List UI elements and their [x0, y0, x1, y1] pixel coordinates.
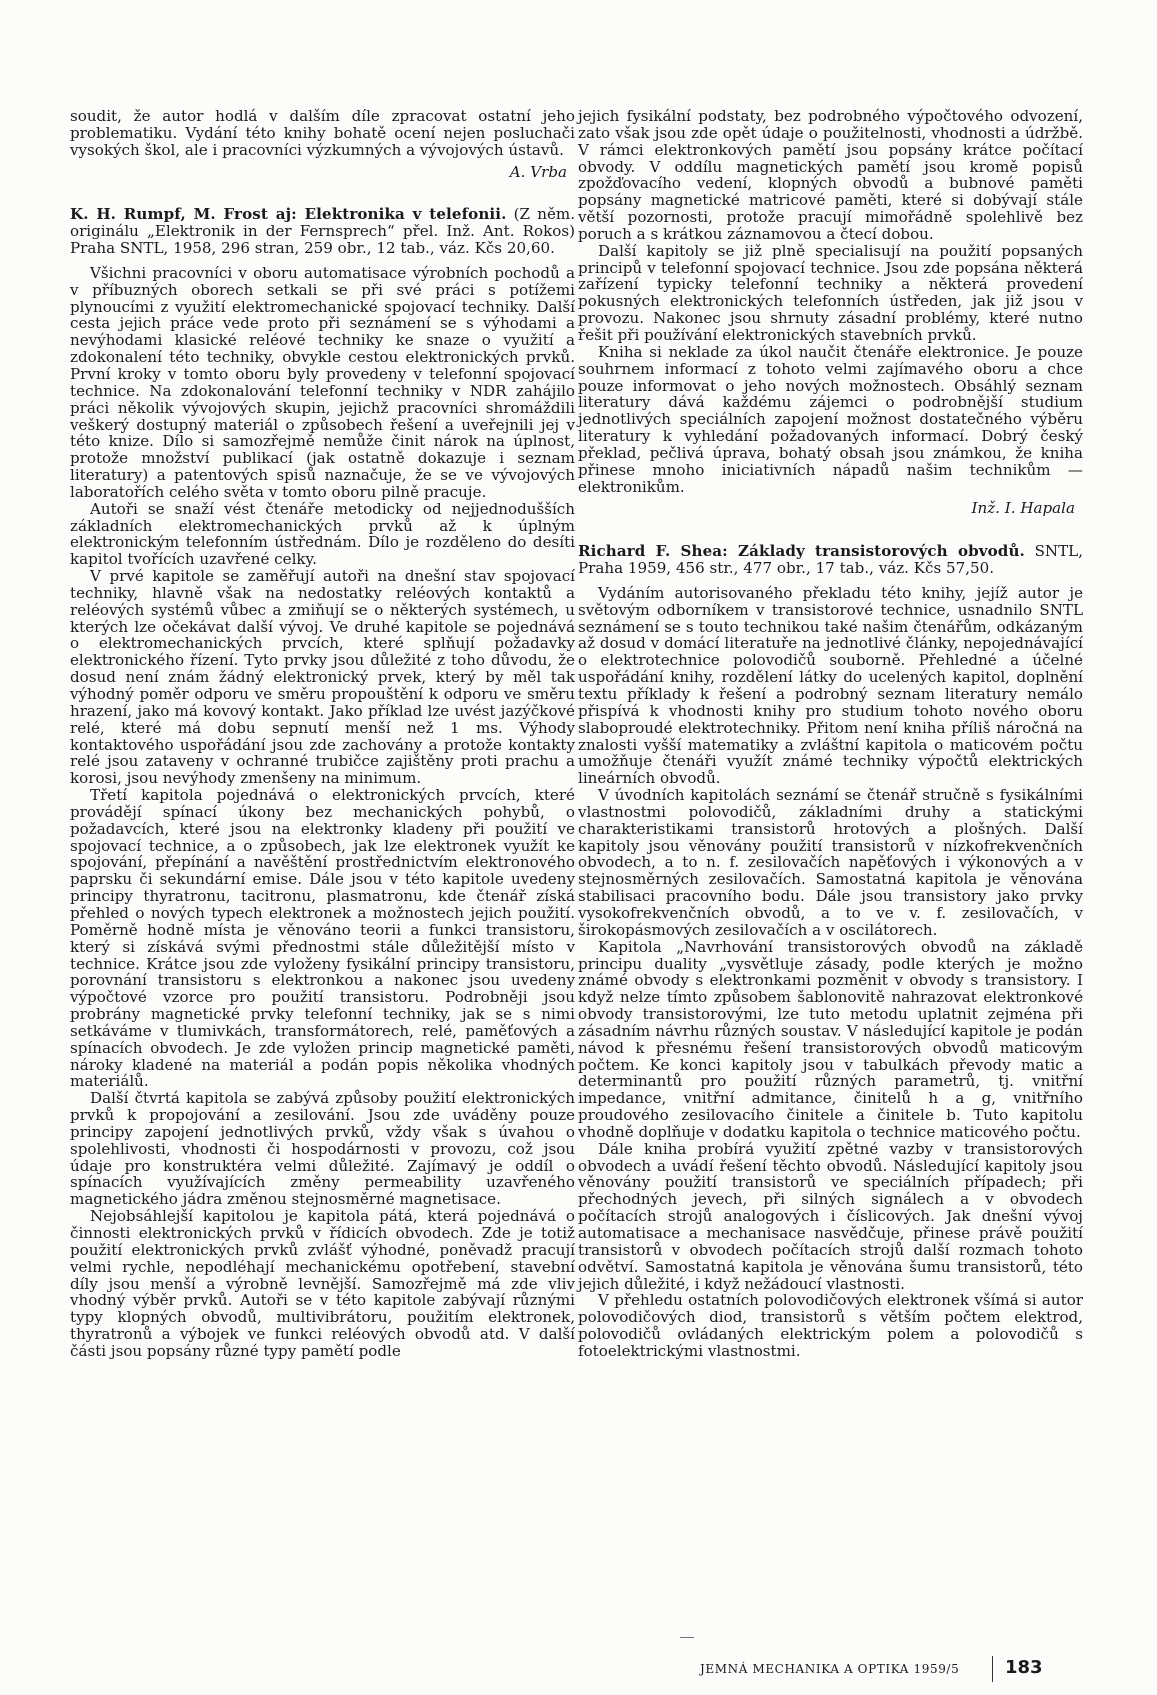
footer-divider [992, 1656, 993, 1682]
paragraph: jejich fysikální podstaty, bez podrobného výpočtového odvození, zato však jsou zde opět údaje o použitelnosti, vhodnosti a údržbě. V rámci elektronkových pamětí jsou popsány krátce počítací obvody. V oddílu magnetických pamětí jsou kromě popisů zpožďovacího vedení, klopných obvodů a bubnové paměti popsány magnetické matricové paměti, které si dobývají stále větší pozornosti, protože pracují mimořádně spolehlivě bez poruch a s krátkou záznamovou a čtecí dobou. [578, 107, 1083, 243]
review-bibliography: (Z něm. originálu „Elektronik in der Fernsprech“ přel. Inž. Ant. Rokos) Praha SNTL, 1958, 296 stran, 259 obr., 12 tab., váz. Kčs 20,60. [70, 205, 575, 258]
review-title: K. H. Rumpf, M. Frost aj: Elektronika v telefonii. [70, 205, 507, 224]
paragraph: V úvodních kapitolách seznámí se čtenář stručně s fysikálními vlastnostmi polovodičů, základními druhy a statickými charakteristikami transistorů hrotových a plošných. Další kapitoly jsou věnovány použití transistorů v nízkofrekvenčních obvodech, a to n. f. zesilovačích napěťových i výkonových a v stejnosměrných zesilovačích. Samostatná kapitola je věnována stabilisaci pracovního bodu. Dále jsou transistory jako prvky vysokofrekvenčních obvodů, a to ve v. f. zesilovačích, v širokopásmových zesilovačích a v oscilátorech. [578, 786, 1083, 939]
page-number: 183 [1005, 1657, 1043, 1678]
journal-name: JEMNÁ MECHANIKA A OPTIKA 1959/5 [700, 1662, 960, 1676]
page-footer [700, 1656, 1090, 1684]
paragraph: Kapitola „Navrhování transistorových obvodů na základě principu duality „vysvětluje zásady, podle kterých je možno známé obvody s elektronkami pozměnit v obvody s transistory. I když nelze tímto způsobem šablonovitě nahrazovat elektronkové obvody transistorovými, lze tuto metodu uplatnit zejména při zásadním návrhu různých soustav. V následující kapitole je podán návod k přesnému řešení transistorových obvodů maticovým počtem. Ke konci kapitoly jsou v tabulkách převody matic a determinantů pro použití různých parametrů, tj. vnitřní impedance, vnitřní admitance, činitelů h a g, vnitřního proudového zesilovacího činitele a činitele b. Tuto kapitolu vhodně doplňuje v dodatku kapitola o technice maticového počtu. [578, 937, 1083, 1141]
reviewer-signature: A. Vrba [509, 162, 567, 181]
reviewer-signature: Inž. I. Hapala [971, 499, 1075, 518]
paragraph: V prvé kapitole se zaměřují autoři na dnešní stav spojovací techniky, hlavně však na nedostatky reléových kontaktů a reléových systémů vůbec a zmiňují se o některých systémech, u kterých lze očekávat další vývoj. Ve druhé kapitole se pojednává o elektromechanických prvcích, které splňují požadavky elektronického řízení. Tyto prvky jsou důležité z toho důvodu, že dosud není znám žádný elektronický prvek, který by měl tak výhodný poměr odporu ve směru propouštění k odporu ve směru hrazení, jako má kovový kontakt. Jako příklad lze uvést jazýčkové relé, které má dobu sepnutí menší než 1 ms. Výhody kontaktového uspořádání jsou zde zachovány a protože kontakty relé jsou zataveny v ochranné trubičce zajištěny proti prachu a korosi, jsou nevýhody zmenšeny na minimum. [70, 567, 575, 788]
paragraph: Další kapitoly se již plně specialisují na použití popsaných principů v telefonní spojovací technice. Jsou zde popsána některá zařízení typicky telefonní techniky a některá provedení pokusných elektronických telefonních ústředen, jak již jsou v provozu. Nakonec jsou shrnuty zásadní problémy, které nutno řešit při používání elektronických stavebních prvků. [578, 241, 1083, 344]
paragraph: Všichni pracovníci v oboru automatisace výrobních pochodů a v příbuzných oborech setkali se při své práci s potížemi plynoucími z využití elektromechanické spojovací techniky. Další cesta jejich práce vede proto při seznámení se s výhodami a nevýhodami klasické reléové techniky ke snaze o využití a zdokonalení této techniky, obvykle cestou elektronických prvků. První kroky v tomto oboru byly provedeny v telefonní spojovací technice. Na zdokonalování telefonní techniky v NDR zahájilo práci několik vývojových skupin, jejichž pracovníci shromáždili veškerý dostupný materiál o způsobech řešení a uveřejnili jej v této knize. Dílo si samozřejmě nemůže činit nárok na úplnost, protože množství publikací (jak ostatně dokazuje i seznam literatury) a patentových spisů naznačuje, že se ve vývojových laboratořích celého světa v tomto oboru pilně pracuje. [70, 263, 575, 501]
paragraph: Vydáním autorisovaného překladu této knihy, jejíž autor je světovým odborníkem v transistorové technice, usnadnilo SNTL seznámení se s touto technikou také našim čtenářům, odkázaným až dosud v domácí literatuře na jednotlivé články, nepojednávající o elektrotechnice polovodičů souborně. Přehledné a účelné uspořádání knihy, rozdělení látky do ucelených kapitol, doplnění textu příklady k řešení a podrobný seznam literatury nemálo přispívá k vhodnosti knihy pro studium tohoto nového oboru slaboproudé elektrotechniky. Přitom není kniha příliš náročná na znalosti vyšší matematiky a zvláštní kapitola o maticovém počtu umožňuje čtenáři využít známé techniky výpočtů elektrických lineárních obvodů. [578, 583, 1083, 788]
paragraph: soudit, že autor hodlá v dalším díle zpracovat ostatní jeho problematiku. Vydání této knihy bohatě ocení nejen posluchači vysokých škol, ale i pracovníci výzkumných a vývojových ústavů. [70, 107, 575, 159]
paragraph: Autoři se snaží vést čtenáře metodicky od nejjednodušších základních elektromechanických prvků až k úplným elektronickým telefonním ústřednám. Dílo je rozděleno do desíti kapitol tvořících uzavřené celky. [70, 499, 575, 569]
paragraph: Třetí kapitola pojednává o elektronických prvcích, které provádějí spínací úkony bez mechanických pohybů, o požadavcích, které jsou na elektronky kladeny při použití ve spojovací technice, a o způsobech, jak lze elektronek využít ke spojování, přepínání a navěštění prostřednictvím elektronového paprsku či sekundární emise. Dále jsou v této kapitole uvedeny principy thyratronu, tacitronu, plasmatronu, kde čtenář získá přehled o nových typech elektronek a možnostech jejich použití. Poměrně hodně místa je věnováno teorii a funkci transistoru, který si získává svými přednostmi stále důležitější místo v technice. Krátce jsou zde vyloženy fysikální principy transistoru, porovnání transistoru s elektronkou a nakonec jsou uvedeny výpočtové vzorce pro použití transistoru. Podrobněji jsou probrány magnetické prvky telefonní techniky, jak se s nimi setkáváme v tlumivkách, transformátorech, relé, paměťových a spínacích obvodech. Je zde vyložen princip magnetické paměti, nároky kladené na materiál a podán popis několika vhodných materiálů. [70, 786, 575, 1091]
review-heading [70, 206, 575, 257]
paragraph: Nejobsáhlejší kapitolou je kapitola pátá, která pojednává o činnosti elektronických prvků v řídicích obvodech. Zde je totiž použití elektronických prvků zvlášť výhodné, poněvadž pracují velmi rychle, nepodléhají mechanickému opotřebení, stavební díly jsou menší a výrobně levnější. Samozřejmě má zde vliv vhodný výběr prvků. Autoři se v této kapitole zabývají různými typy klopných obvodů, multivibrátoru, použitím elektronek, thyratronů a výbojek ve funkci reléových obvodů atd. V další části jsou popsány různé typy pamětí podle [70, 1207, 575, 1360]
review-title: Richard F. Shea: Základy transistorových obvodů. [578, 542, 1025, 561]
review-heading [578, 543, 1083, 577]
print-mark [680, 1637, 694, 1638]
paragraph: V přehledu ostatních polovodičových elektronek všímá si autor polovodičových diod, transistorů s větším počtem elektrod, polovodičů ovládaných elektrickým polem a polovodičů s fotoelektrickými vlastnostmi. [578, 1291, 1083, 1360]
review-bibliography: SNTL, Praha 1959, 456 str., 477 obr., 17 tab., váz. Kčs 57,50. [578, 542, 1083, 578]
paragraph: Dále kniha probírá využití zpětné vazby v transistorových obvodech a uvádí řešení těchto obvodů. Následující kapitoly jsou věnovány použití transistorů ve speciálních případech; při přechodných jevech, při silných signálech a v obvodech počítacích strojů analogových i číslicových. Jak dnešní vývoj automatisace a mechanisace nasvědčuje, přinese právě použití transistorů v obvodech počítacích strojů další rozmach tohoto odvětví. Samostatná kapitola je věnována šumu transistorů, této jejich důležité, i když nežádoucí vlastnosti. [578, 1139, 1083, 1293]
right-column [578, 108, 1083, 1360]
paragraph: Kniha si neklade za úkol naučit čtenáře elektronice. Je pouze souhrnem informací z tohoto velmi zajímavého oboru a chce pouze informovat o jeho nových možnostech. Obsáhlý seznam literatury dává každému zájemci o podrobnější studium jednotlivých speciálních zapojení možnost dostatečného výběru literatury k vyhledání požadovaných informací. Dobrý český překlad, pečlivá úprava, bohatý obsah jsou známkou, že kniha přinese mnoho iniciativních nápadů našim technikům — elektronikům. [578, 342, 1083, 496]
left-column [70, 108, 575, 1360]
paragraph: Další čtvrtá kapitola se zabývá způsoby použití elektronických prvků k propojování a zesilování. Jsou zde uváděny pouze principy zapojení jednotlivých prvků, vždy však s úvahou o spolehlivosti, vhodnosti či hospodárnosti v provozu, což jsou údaje pro konstruktéra velmi důležité. Zajímavý je oddíl o spínacích využívajících změny permeability uzavřeného magnetického jádra změnou stejnosměrné magnetisace. [70, 1089, 575, 1209]
